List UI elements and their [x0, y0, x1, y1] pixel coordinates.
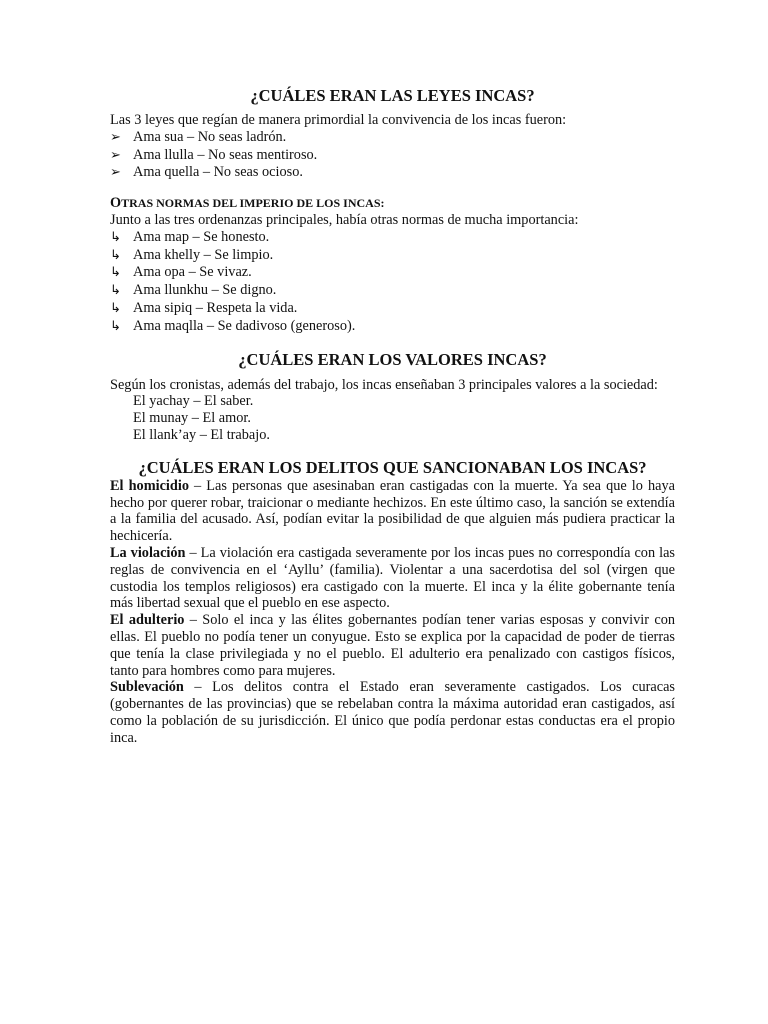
subheading-initial: O: [110, 195, 122, 212]
leyes-list: [110, 129, 675, 182]
list-item-text: El yachay – El saber.: [133, 393, 254, 410]
list-item-text: Ama llulla – No seas mentiroso.: [133, 146, 318, 163]
section-intro-valores: Según los cronistas, además del trabajo, los incas enseñaban 3 principales valores a la sociedad:: [110, 376, 658, 393]
curved-arrow-bullet-icon: ↳: [110, 247, 121, 263]
curved-arrow-bullet-icon: ↳: [110, 265, 121, 281]
list-item: [110, 410, 675, 427]
section-title-leyes: ¿CUÁLES ERAN LAS LEYES INCAS?: [250, 86, 535, 105]
section-intro-leyes: Las 3 leyes que regían de manera primordial la convivencia de los incas fueron:: [110, 112, 567, 128]
list-item-text: Ama khelly – Se limpio.: [133, 246, 274, 263]
section-title-delitos: ¿CUÁLES ERAN LOS DELITOS QUE SANCIONABAN LOS INCAS?: [138, 457, 647, 477]
paragraph-text: – Los delitos contra el Estado eran severamente castigados. Los curacas (gobernantes de las provincias) que se rebelaban contra la máxima autoridad eran castigados, así como la población de su jurisdicción. El único que podía perdonar estas conductas era el propio inca.: [110, 679, 675, 746]
list-item: [110, 264, 675, 282]
arrowhead-bullet-icon: ➢: [110, 129, 121, 145]
list-item-text: Ama map – Se honesto.: [133, 228, 270, 245]
list-item-text: Ama maqlla – Se dadivoso (generoso).: [133, 317, 356, 334]
curved-arrow-bullet-icon: ↳: [110, 229, 121, 245]
curved-arrow-bullet-icon: ↳: [110, 318, 121, 334]
paragraph-term: Sublevación: [110, 679, 184, 696]
paragraph-text: – Solo el inca y las élites gobernantes podían tener varias esposas y convivir con ellas. El pueblo no podía tener un conyugue. Esto se explica por la capacidad de poder de tierras que tenía la clase privilegiada y no el pueblo. El adulterio era penalizado con castigos físicos, tanto para hombres como para mujeres.: [110, 612, 675, 679]
list-item: [110, 427, 675, 444]
paragraph-sublevacion: [110, 679, 675, 746]
paragraph-term: El adulterio: [110, 612, 185, 629]
otras-normas-list: [110, 229, 675, 336]
paragraph-text: – La violación era castigada severamente por los incas pues no correspondía con las reglas de convivencia en el ‘Ayllu’ (familia). Violentar a una sacerdotisa del sol (virgen que custodia los templos religiosos) era castigado con la muerte. El inca y la élite gobernante tenía más libertad sexual que el pueblo en ese aspecto.: [110, 544, 675, 612]
paragraph-homicidio: [110, 478, 675, 545]
list-item: [110, 147, 675, 165]
paragraph-term: El homicidio: [110, 477, 189, 494]
list-item-text: Ama sipiq – Respeta la vida.: [133, 299, 298, 316]
paragraph-text: – Las personas que asesinaban eran castigadas con la muerte. Ya sea que lo haya hecho por querer robar, traicionar o mediante hechizos. En este último caso, la sanción se extendía a la familia del acusado. Así, podían evitar la posibilidad de que alguien más pudiera practicar la hechicería.: [110, 477, 675, 545]
list-item-text: El llank’ay – El trabajo.: [133, 426, 270, 443]
list-item-text: Ama opa – Se vivaz.: [133, 264, 252, 281]
list-item: [110, 282, 675, 300]
arrowhead-bullet-icon: ➢: [110, 165, 121, 181]
subheading-rest: TRAS NORMAS DEL IMPERIO DE LOS INCAS:: [121, 196, 385, 211]
list-item: [110, 229, 675, 247]
list-item: [110, 129, 675, 147]
valores-list: [110, 393, 675, 443]
paragraph-adulterio: [110, 612, 675, 679]
list-item: [110, 247, 675, 265]
paragraph-violacion: [110, 545, 675, 612]
list-item: [110, 393, 675, 410]
list-item-text: Ama quella – No seas ocioso.: [133, 164, 303, 181]
list-item-text: Ama llunkhu – Se digno.: [133, 282, 277, 299]
list-item: [110, 300, 675, 318]
paragraph-term: La violación: [110, 544, 186, 561]
list-item: [110, 164, 675, 182]
curved-arrow-bullet-icon: ↳: [110, 283, 121, 299]
list-item: [110, 318, 675, 336]
section-intro-otras-normas: Junto a las tres ordenanzas principales, había otras normas de mucha importancia:: [110, 211, 579, 228]
arrowhead-bullet-icon: ➢: [110, 147, 121, 163]
list-item-text: El munay – El amor.: [133, 410, 251, 427]
subheading-otras-normas: [110, 195, 675, 212]
section-title-valores: ¿CUÁLES ERAN LOS VALORES INCAS?: [238, 349, 547, 369]
list-item-text: Ama sua – No seas ladrón.: [133, 128, 287, 145]
curved-arrow-bullet-icon: ↳: [110, 300, 121, 316]
